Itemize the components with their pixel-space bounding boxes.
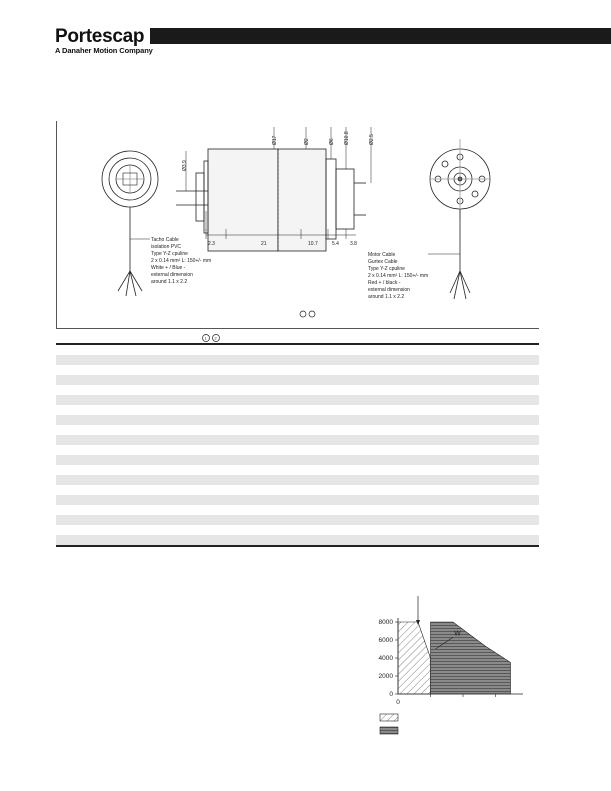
motor-cable-line: Gurtex Cable [368, 259, 398, 265]
motor-cable-line: Type Y-Z cpuline [368, 266, 405, 272]
table-row [56, 455, 539, 465]
dim-label: 2.3 [208, 241, 215, 247]
chart-region-hatched [398, 622, 431, 694]
dim-label: Ø2.5 [369, 134, 375, 145]
table-bottom-rule [56, 545, 539, 547]
chart-legend-swatch-ruled [380, 727, 398, 734]
table-row [56, 445, 539, 455]
chart-annotation: W [454, 630, 461, 638]
table-row [56, 435, 539, 445]
chart-y-tick-label: 8000 [378, 619, 393, 626]
chart-y-tick-label: 2000 [378, 673, 393, 680]
motor-end-view [430, 139, 490, 299]
header-bar [150, 28, 611, 44]
dim-label: Ø17 [272, 135, 278, 145]
chart-y-tick-label: 6000 [378, 637, 393, 644]
tacho-end-view [102, 151, 158, 296]
chart-legend-swatch-hatched [380, 714, 398, 721]
dim-label: Ø10.8 [344, 131, 350, 145]
table-row [56, 355, 539, 365]
table-row [56, 425, 539, 435]
tacho-cable-line: White + / Blue - [151, 265, 186, 271]
table-row [56, 525, 539, 535]
motor-cable-note [368, 252, 460, 300]
table-row [56, 505, 539, 515]
motor-cable-line: Red + / black - [368, 280, 401, 286]
tacho-cable-line: 2 x 0.14 mm² L: 150+/- mm [151, 258, 212, 264]
tacho-cable-note [130, 237, 211, 285]
svg-text:2: 2 [214, 335, 217, 341]
motor-cable-line: around 1.1 x 2.2 [368, 294, 405, 300]
table-row [56, 495, 539, 505]
dim-label: Ø3.9 [182, 160, 188, 171]
dimension-drawing [56, 121, 539, 329]
table-row [56, 395, 539, 405]
motor-cable-line: Motor Cable [368, 252, 396, 258]
performance-chart [360, 592, 525, 752]
dim-label: Ø2 [304, 138, 310, 145]
dim-label: 10.7 [308, 241, 318, 247]
table-row [56, 385, 539, 395]
table-row [56, 375, 539, 385]
table-row [56, 515, 539, 525]
dim-label: 3.8 [350, 241, 357, 247]
tacho-cable-line: Type Y-Z cpuline [151, 251, 188, 257]
tacho-cable-line: Tacho Cable [151, 237, 179, 243]
table-row [56, 485, 539, 495]
tacho-cable-line: isolation PVC [151, 244, 182, 250]
table-row [56, 465, 539, 475]
table-row [56, 415, 539, 425]
chart-y-tick-label: 4000 [378, 655, 393, 662]
chart-x-tick-label: 0 [396, 699, 400, 706]
dim-label: 21 [261, 241, 267, 247]
tacho-cable-line: external dimension [151, 272, 193, 278]
table-row [56, 365, 539, 375]
table-symbol-icon [200, 333, 224, 343]
dim-label: Ø6 [329, 138, 335, 145]
brand-logo: Portescap [55, 26, 145, 47]
table-row [56, 405, 539, 415]
specification-table [56, 343, 539, 547]
tacho-cable-line: around 1.1 x 2.2 [151, 279, 188, 285]
svg-text:1: 1 [204, 335, 207, 341]
motor-cable-line: external dimension [368, 287, 410, 293]
table-body [56, 345, 539, 545]
brand-tagline: A Danaher Motion Company [55, 46, 153, 55]
motor-cable-line: 2 x 0.14 mm² L: 150+/- mm [368, 273, 429, 279]
table-row [56, 475, 539, 485]
chart-region-ruled [431, 622, 511, 694]
chart-y-tick-label: 0 [389, 691, 393, 698]
dim-label: 5.4 [332, 241, 339, 247]
page-header [0, 0, 611, 60]
certification-icon [300, 311, 315, 317]
table-row [56, 535, 539, 545]
table-row [56, 345, 539, 355]
